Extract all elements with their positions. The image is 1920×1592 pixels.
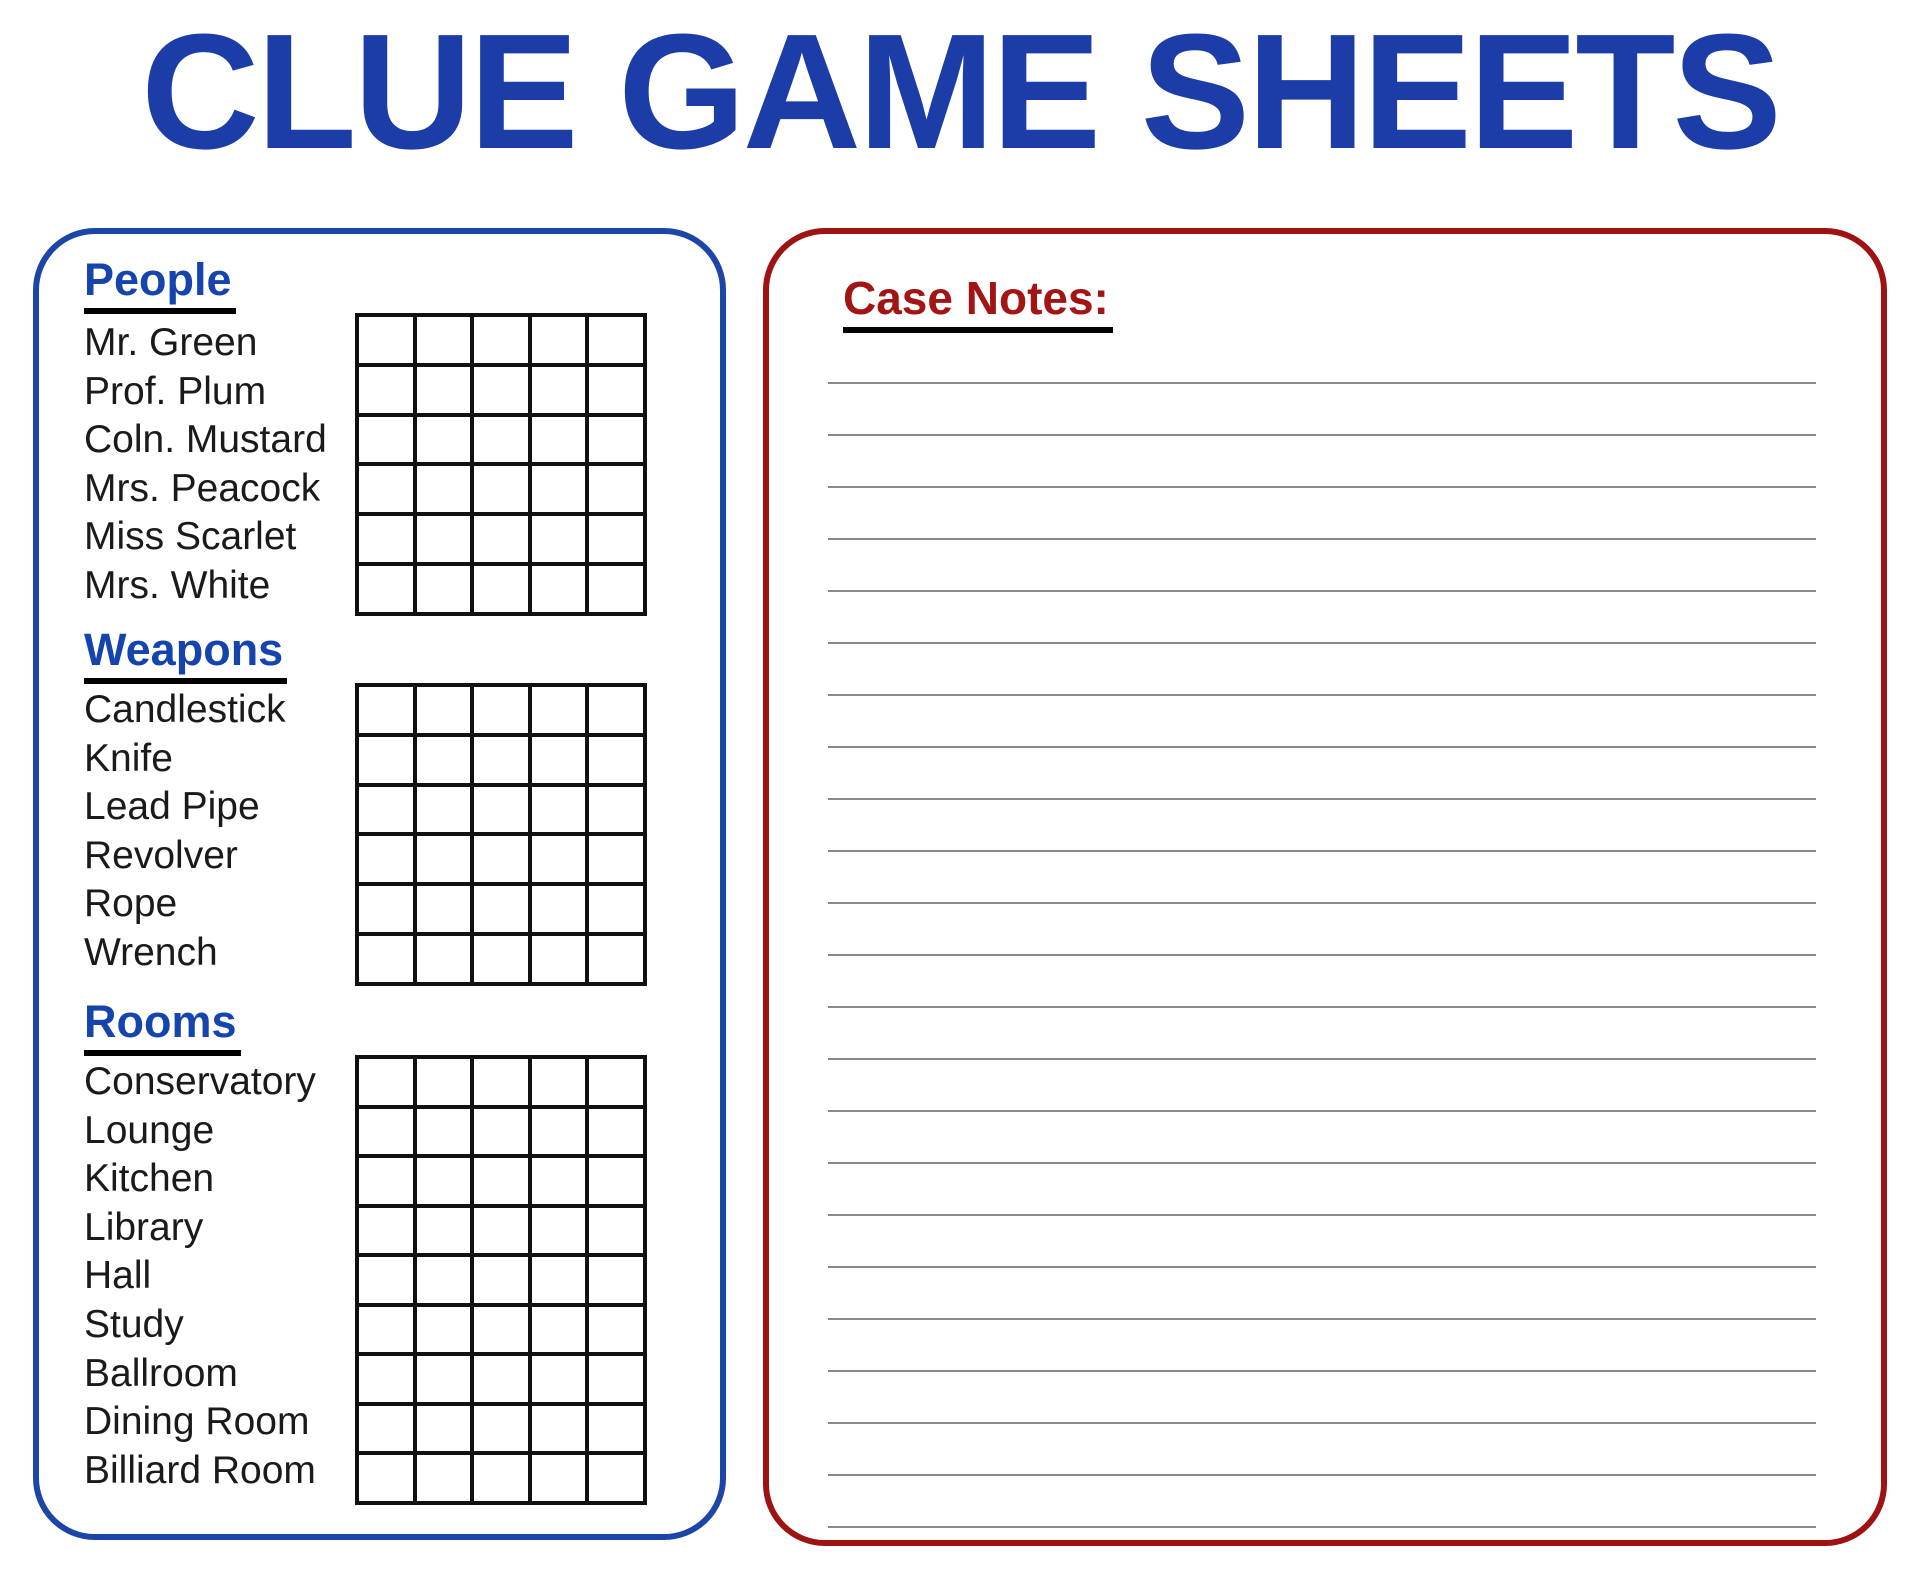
check-cell[interactable] bbox=[472, 884, 530, 934]
check-cell[interactable] bbox=[530, 315, 588, 365]
list-item: Mr. Green bbox=[84, 321, 258, 364]
list-item: Dining Room bbox=[84, 1400, 310, 1444]
check-cell[interactable] bbox=[530, 1354, 588, 1404]
check-cell[interactable] bbox=[415, 884, 473, 934]
check-cell[interactable] bbox=[357, 315, 415, 365]
check-cell[interactable] bbox=[357, 564, 415, 614]
list-item: Prof. Plum bbox=[84, 369, 267, 413]
check-cell[interactable] bbox=[357, 365, 415, 415]
check-cell[interactable] bbox=[472, 564, 530, 614]
check-cell[interactable] bbox=[587, 934, 645, 984]
check-cell[interactable] bbox=[357, 415, 415, 465]
check-cell[interactable] bbox=[357, 834, 415, 884]
check-cell[interactable] bbox=[357, 514, 415, 564]
check-cell[interactable] bbox=[587, 785, 645, 835]
check-cell[interactable] bbox=[415, 365, 473, 415]
list-item: Wrench bbox=[84, 930, 218, 974]
check-cell[interactable] bbox=[587, 884, 645, 934]
check-cell[interactable] bbox=[587, 1255, 645, 1305]
check-cell[interactable] bbox=[530, 1107, 588, 1157]
check-cell[interactable] bbox=[357, 884, 415, 934]
check-cell[interactable] bbox=[472, 415, 530, 465]
check-cell[interactable] bbox=[472, 464, 530, 514]
check-cell[interactable] bbox=[530, 884, 588, 934]
page-title: CLUE GAME SHEETS bbox=[141, 0, 1779, 183]
case-notes-lines bbox=[828, 382, 1816, 1578]
check-cell[interactable] bbox=[415, 834, 473, 884]
check-cell[interactable] bbox=[530, 785, 588, 835]
check-cell[interactable] bbox=[587, 834, 645, 884]
check-cell[interactable] bbox=[587, 1206, 645, 1256]
check-cell[interactable] bbox=[587, 1156, 645, 1206]
ruled-line bbox=[828, 538, 1816, 590]
ruled-line bbox=[828, 954, 1816, 1006]
section-heading-weapons: Weapons bbox=[84, 624, 287, 684]
check-cell[interactable] bbox=[357, 934, 415, 984]
check-cell[interactable] bbox=[415, 1404, 473, 1454]
ruled-line bbox=[828, 1006, 1816, 1058]
check-cell[interactable] bbox=[587, 365, 645, 415]
check-cell[interactable] bbox=[415, 1206, 473, 1256]
list-item: Mrs. White bbox=[84, 563, 271, 607]
check-cell[interactable] bbox=[530, 1404, 588, 1454]
section-heading-rooms: Rooms bbox=[84, 996, 241, 1056]
ruled-line bbox=[828, 694, 1816, 746]
check-cell[interactable] bbox=[357, 464, 415, 514]
check-cell[interactable] bbox=[587, 685, 645, 735]
section-heading-people: People bbox=[84, 254, 236, 314]
check-cell[interactable] bbox=[587, 464, 645, 514]
list-item: Candlestick bbox=[84, 688, 286, 731]
check-cell[interactable] bbox=[530, 1206, 588, 1256]
check-cell[interactable] bbox=[472, 315, 530, 365]
check-cell[interactable] bbox=[415, 1453, 473, 1503]
check-cell[interactable] bbox=[415, 514, 473, 564]
check-cell[interactable] bbox=[415, 735, 473, 785]
ruled-line bbox=[828, 1266, 1816, 1318]
list-item: Library bbox=[84, 1205, 204, 1249]
check-cell[interactable] bbox=[472, 1305, 530, 1355]
check-cell[interactable] bbox=[357, 785, 415, 835]
check-cell[interactable] bbox=[472, 1156, 530, 1206]
check-cell[interactable] bbox=[587, 1057, 645, 1107]
check-cell[interactable] bbox=[587, 514, 645, 564]
check-cell[interactable] bbox=[530, 464, 588, 514]
list-item: Hall bbox=[84, 1254, 152, 1298]
ruled-line bbox=[828, 1058, 1816, 1110]
ruled-line bbox=[828, 902, 1816, 954]
weapons-check-grid bbox=[355, 683, 647, 986]
ruled-line bbox=[828, 1474, 1816, 1526]
ruled-line bbox=[828, 382, 1816, 434]
check-cell[interactable] bbox=[472, 1354, 530, 1404]
check-cell[interactable] bbox=[357, 1305, 415, 1355]
check-cell[interactable] bbox=[472, 685, 530, 735]
check-cell[interactable] bbox=[530, 514, 588, 564]
check-cell[interactable] bbox=[415, 1305, 473, 1355]
list-item: Lead Pipe bbox=[84, 785, 260, 829]
ruled-line bbox=[828, 746, 1816, 798]
check-cell[interactable] bbox=[530, 934, 588, 984]
rooms-list bbox=[84, 1058, 316, 1495]
check-cell[interactable] bbox=[472, 1206, 530, 1256]
check-cell[interactable] bbox=[472, 1057, 530, 1107]
check-cell[interactable] bbox=[530, 1156, 588, 1206]
check-cell[interactable] bbox=[472, 365, 530, 415]
check-cell[interactable] bbox=[530, 564, 588, 614]
check-cell[interactable] bbox=[415, 1057, 473, 1107]
ruled-line bbox=[828, 850, 1816, 902]
list-item: Coln. Mustard bbox=[84, 418, 327, 462]
ruled-line bbox=[828, 1318, 1816, 1370]
check-cell[interactable] bbox=[472, 1453, 530, 1503]
check-cell[interactable] bbox=[530, 1255, 588, 1305]
check-cell[interactable] bbox=[587, 735, 645, 785]
list-item: Lounge bbox=[84, 1108, 215, 1152]
check-cell[interactable] bbox=[530, 834, 588, 884]
check-cell[interactable] bbox=[587, 1107, 645, 1157]
list-item: Mrs. Peacock bbox=[84, 466, 321, 510]
ruled-line bbox=[828, 1110, 1816, 1162]
ruled-line bbox=[828, 590, 1816, 642]
ruled-line bbox=[828, 642, 1816, 694]
people-check-grid bbox=[355, 313, 647, 616]
list-item: Rope bbox=[84, 882, 178, 926]
check-cell[interactable] bbox=[357, 1156, 415, 1206]
list-item: Knife bbox=[84, 736, 173, 780]
check-cell[interactable] bbox=[587, 1305, 645, 1355]
check-cell[interactable] bbox=[472, 1107, 530, 1157]
check-cell[interactable] bbox=[587, 1404, 645, 1454]
ruled-line bbox=[828, 1370, 1816, 1422]
check-cell[interactable] bbox=[472, 735, 530, 785]
check-cell[interactable] bbox=[415, 415, 473, 465]
check-cell[interactable] bbox=[415, 564, 473, 614]
people-list bbox=[84, 319, 327, 611]
check-cell[interactable] bbox=[415, 785, 473, 835]
check-cell[interactable] bbox=[357, 1404, 415, 1454]
check-cell[interactable] bbox=[357, 685, 415, 735]
check-cell[interactable] bbox=[357, 735, 415, 785]
check-cell[interactable] bbox=[472, 785, 530, 835]
list-item: Conservatory bbox=[84, 1060, 316, 1103]
ruled-line bbox=[828, 1162, 1816, 1214]
ruled-line bbox=[828, 1214, 1816, 1266]
check-cell[interactable] bbox=[587, 1453, 645, 1503]
check-cell[interactable] bbox=[587, 315, 645, 365]
check-cell[interactable] bbox=[472, 834, 530, 884]
list-item: Billiard Room bbox=[84, 1448, 316, 1492]
check-cell[interactable] bbox=[472, 1404, 530, 1454]
check-cell[interactable] bbox=[357, 1453, 415, 1503]
check-cell[interactable] bbox=[357, 1354, 415, 1404]
ruled-line bbox=[828, 434, 1816, 486]
check-cell[interactable] bbox=[415, 685, 473, 735]
check-cell[interactable] bbox=[530, 685, 588, 735]
check-cell[interactable] bbox=[587, 564, 645, 614]
check-cell[interactable] bbox=[472, 514, 530, 564]
list-item: Miss Scarlet bbox=[84, 515, 297, 559]
check-cell[interactable] bbox=[415, 1156, 473, 1206]
check-cell[interactable] bbox=[530, 1453, 588, 1503]
check-cell[interactable] bbox=[415, 464, 473, 514]
check-cell[interactable] bbox=[415, 1107, 473, 1157]
list-item: Ballroom bbox=[84, 1351, 238, 1395]
weapons-list bbox=[84, 686, 286, 978]
list-item: Kitchen bbox=[84, 1157, 215, 1201]
rooms-check-grid bbox=[355, 1055, 647, 1505]
check-cell[interactable] bbox=[530, 415, 588, 465]
check-cell[interactable] bbox=[587, 415, 645, 465]
check-cell[interactable] bbox=[587, 1354, 645, 1404]
check-cell[interactable] bbox=[415, 315, 473, 365]
ruled-line bbox=[828, 486, 1816, 538]
ruled-line bbox=[828, 1422, 1816, 1474]
check-cell[interactable] bbox=[357, 1107, 415, 1157]
check-cell[interactable] bbox=[472, 934, 530, 984]
check-cell[interactable] bbox=[472, 1255, 530, 1305]
check-cell[interactable] bbox=[357, 1057, 415, 1107]
check-cell[interactable] bbox=[357, 1255, 415, 1305]
ruled-line bbox=[828, 1526, 1816, 1578]
check-cell[interactable] bbox=[530, 365, 588, 415]
check-cell[interactable] bbox=[357, 1206, 415, 1256]
case-notes-heading: Case Notes: bbox=[843, 272, 1113, 333]
check-cell[interactable] bbox=[530, 735, 588, 785]
list-item: Study bbox=[84, 1302, 184, 1346]
ruled-line bbox=[828, 798, 1816, 850]
check-cell[interactable] bbox=[530, 1305, 588, 1355]
check-cell[interactable] bbox=[530, 1057, 588, 1107]
check-cell[interactable] bbox=[415, 934, 473, 984]
list-item: Revolver bbox=[84, 833, 238, 877]
check-cell[interactable] bbox=[415, 1354, 473, 1404]
check-cell[interactable] bbox=[415, 1255, 473, 1305]
